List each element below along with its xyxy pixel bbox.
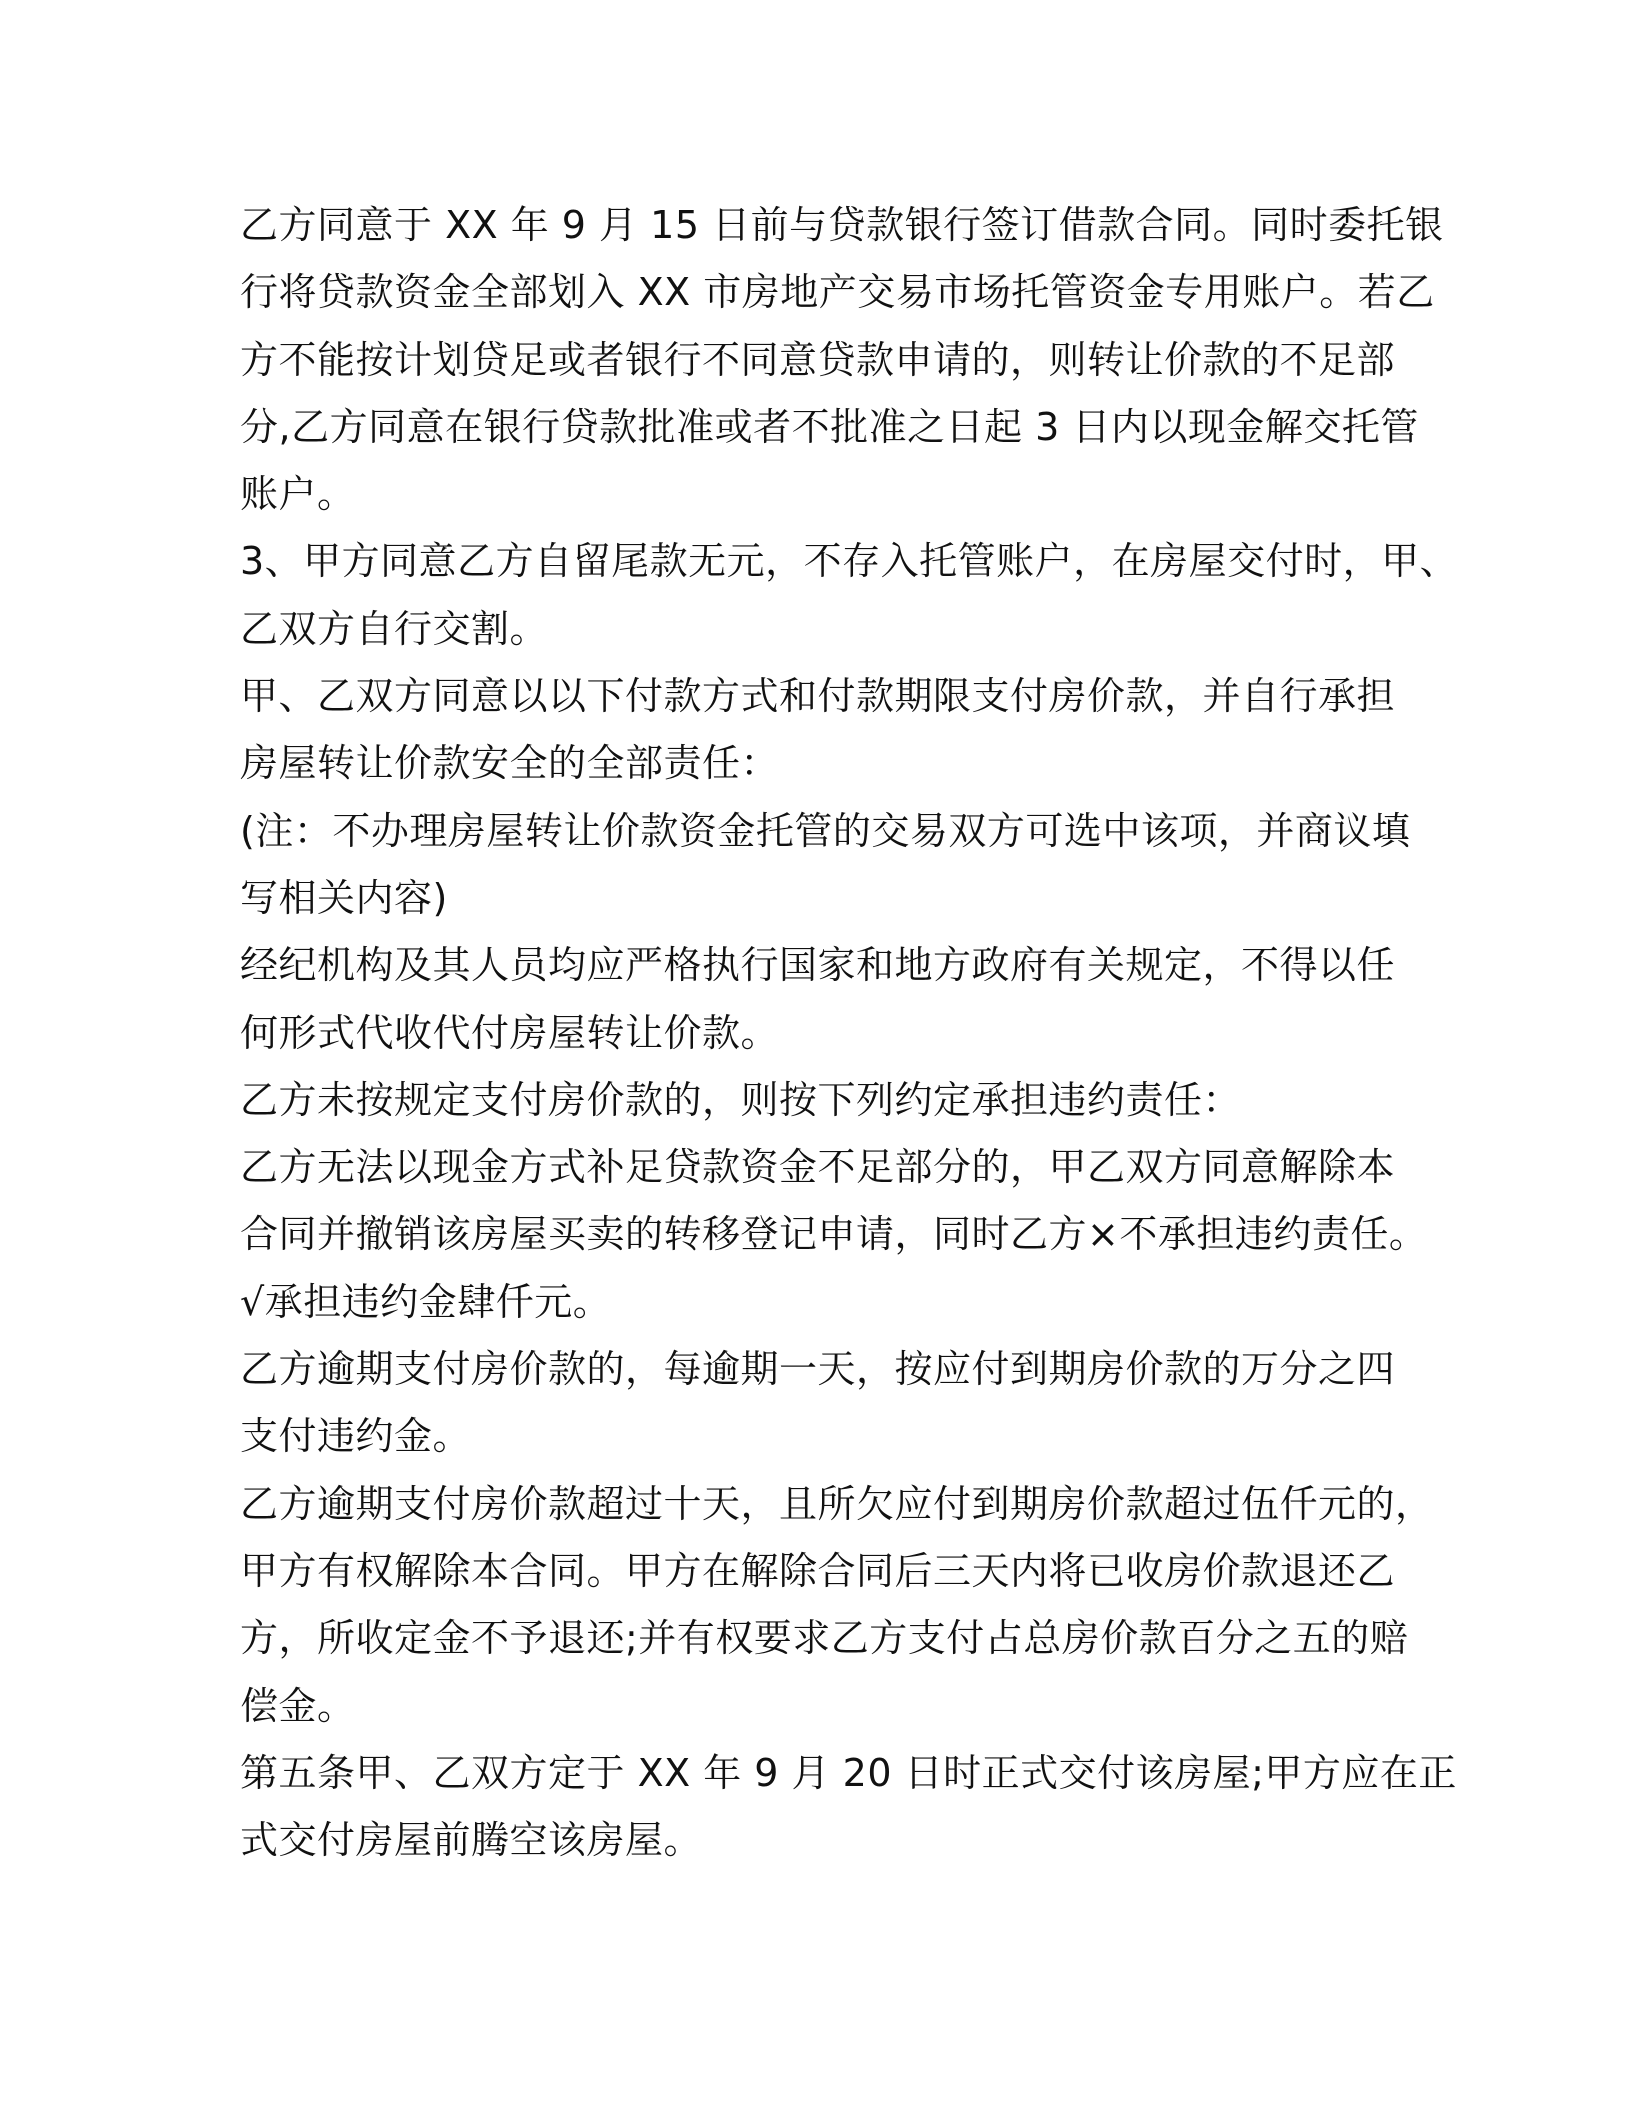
text-line: 写相关内容) [240, 875, 448, 920]
text-line: 乙方无法以现金方式补足贷款资金不足部分的，甲乙双方同意解除本 [240, 1145, 1396, 1190]
document-body [240, 192, 1459, 1874]
text-line: 式交付房屋前腾空该房屋。 [240, 1818, 703, 1863]
text-line: 乙方未按规定支付房价款的，则按下列约定承担违约责任： [240, 1077, 1242, 1122]
text-line: 支付违约金。 [240, 1414, 472, 1459]
text-line: 甲方有权解除本合同。甲方在解除合同后三天内将已收房价款退还乙 [240, 1548, 1396, 1593]
text-line: 合同并撤销该房屋买卖的转移登记申请，同时乙方×不承担违约责任。 [240, 1212, 1428, 1257]
text-line: 3、甲方同意乙方自留尾款无元，不存入托管账户，在房屋交付时，甲、 [240, 539, 1459, 584]
text-line: 经纪机构及其人员均应严格执行国家和地方政府有关规定，不得以任 [240, 943, 1396, 988]
text-line: 乙方逾期支付房价款超过十天，且所欠应付到期房价款超过伍仟元的， [240, 1481, 1434, 1526]
text-line: 方，所收定金不予退还;并有权要求乙方支付占总房价款百分之五的赔 [240, 1616, 1409, 1661]
text-line: √承担违约金肆仟元。 [240, 1279, 612, 1324]
text-line: 行将贷款资金全部划入 XX 市房地产交易市场托管资金专用账户。若乙 [240, 270, 1435, 315]
text-line: 乙方同意于 XX 年 9 月 15 日前与贷款银行签订借款合同。同时委托银 [240, 203, 1444, 247]
text-line: 乙双方自行交割。 [240, 606, 549, 651]
text-line: (注：不办理房屋转让价款资金托管的交易双方可选中该项，并商议填 [240, 808, 1411, 853]
text-line: 分,乙方同意在银行贷款批准或者不批准之日起 3 日内以现金解交托管 [240, 404, 1419, 449]
text-line: 第五条甲、乙双方定于 XX 年 9 月 20 日时正式交付该房屋;甲方应在正 [240, 1750, 1457, 1795]
text-line: 何形式代收代付房屋转让价款。 [240, 1010, 780, 1055]
text-line: 乙方逾期支付房价款的，每逾期一天，按应付到期房价款的万分之四 [240, 1347, 1396, 1392]
text-line: 房屋转让价款安全的全部责任： [240, 741, 780, 786]
text-line: 偿金。 [240, 1683, 356, 1728]
text-line: 甲、乙双方同意以以下付款方式和付款期限支付房价款，并自行承担 [240, 674, 1396, 719]
text-line: 账户。 [240, 472, 356, 517]
text-line: 方不能按计划贷足或者银行不同意贷款申请的，则转让价款的不足部 [240, 337, 1396, 382]
